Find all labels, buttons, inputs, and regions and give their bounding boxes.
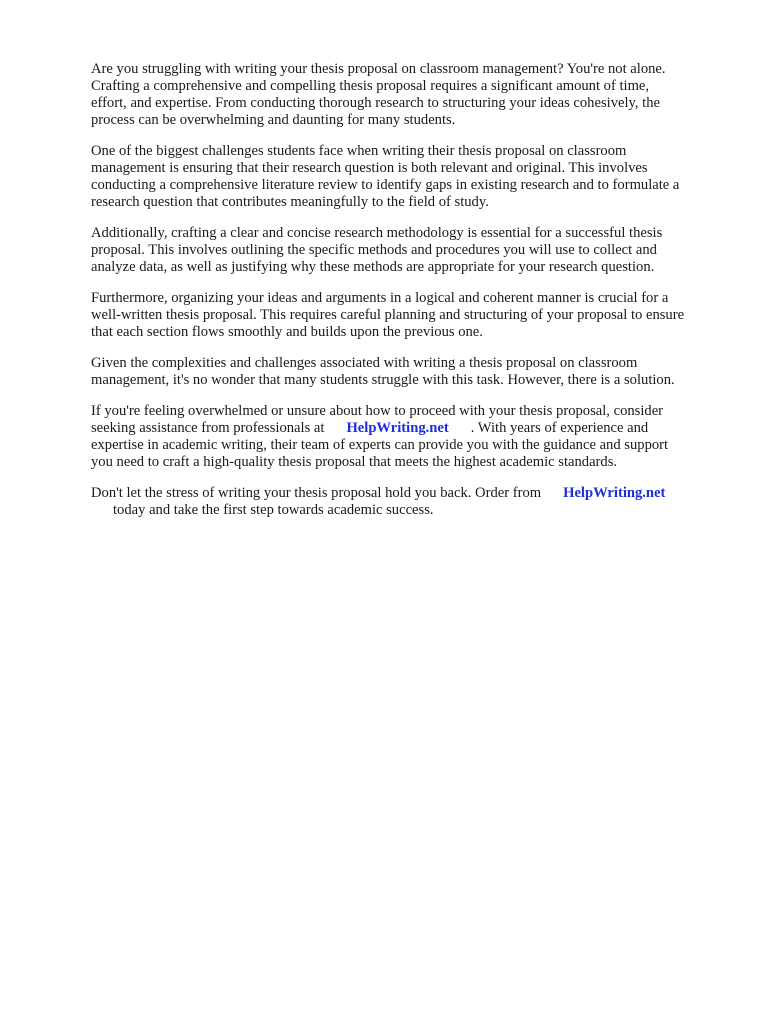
text-line-with-link — [91, 420, 731, 437]
text-line: effort, and expertise. From conducting thorough research to structuring your ideas cohesively, the — [91, 95, 660, 111]
document-body — [91, 61, 731, 533]
text-line-with-link — [91, 485, 731, 502]
text-line: process can be overwhelming and daunting for many students. — [91, 112, 456, 128]
paragraph-6 — [91, 403, 731, 471]
paragraph-1 — [91, 61, 731, 129]
paragraph-4 — [91, 290, 731, 341]
text-line: management, it's no wonder that many students struggle with this task. However, there is a solution. — [91, 372, 675, 388]
helpwriting-link[interactable]: HelpWriting.net — [563, 485, 666, 501]
text-line: management is ensuring that their research question is both relevant and original. This involves — [91, 160, 648, 176]
text-line: Crafting a comprehensive and compelling thesis proposal requires a significant amount of time, — [91, 78, 650, 94]
text-line: proposal. This involves outlining the specific methods and procedures you will use to collect and — [91, 242, 657, 258]
text-segment: Don't let the stress of writing your thesis proposal hold you back. Order from — [91, 485, 542, 501]
text-segment: . With years of experience and — [470, 420, 649, 436]
text-line: today and take the first step towards academic success. — [113, 502, 434, 518]
text-line: Additionally, crafting a clear and concise research methodology is essential for a successful thesis — [91, 225, 663, 241]
text-line: One of the biggest challenges students face when writing their thesis proposal on classroom — [91, 143, 627, 159]
text-line: well-written thesis proposal. This requires careful planning and structuring of your proposal to ensure — [91, 307, 685, 323]
text-line: If you're feeling overwhelmed or unsure about how to proceed with your thesis proposal, consider — [91, 403, 664, 419]
paragraph-3 — [91, 225, 731, 276]
paragraph-7 — [91, 485, 731, 519]
paragraph-5 — [91, 355, 731, 389]
text-line: Given the complexities and challenges associated with writing a thesis proposal on classroom — [91, 355, 638, 371]
text-line: that each section flows smoothly and builds upon the previous one. — [91, 324, 483, 340]
text-line: Are you struggling with writing your thesis proposal on classroom management? You're not alone. — [91, 61, 666, 77]
paragraph-2 — [91, 143, 731, 211]
text-line: you need to craft a high-quality thesis proposal that meets the highest academic standards. — [91, 454, 618, 470]
helpwriting-link[interactable]: HelpWriting.net — [346, 420, 449, 436]
text-segment: seeking assistance from professionals at — [91, 420, 325, 436]
text-line: expertise in academic writing, their team of experts can provide you with the guidance and support — [91, 437, 669, 453]
text-line: research question that contributes meaningfully to the field of study. — [91, 194, 489, 210]
text-line: Furthermore, organizing your ideas and arguments in a logical and coherent manner is crucial for a — [91, 290, 669, 306]
text-line: analyze data, as well as justifying why these methods are appropriate for your research question. — [91, 259, 655, 275]
text-line: conducting a comprehensive literature review to identify gaps in existing research and to formulate a — [91, 177, 680, 193]
